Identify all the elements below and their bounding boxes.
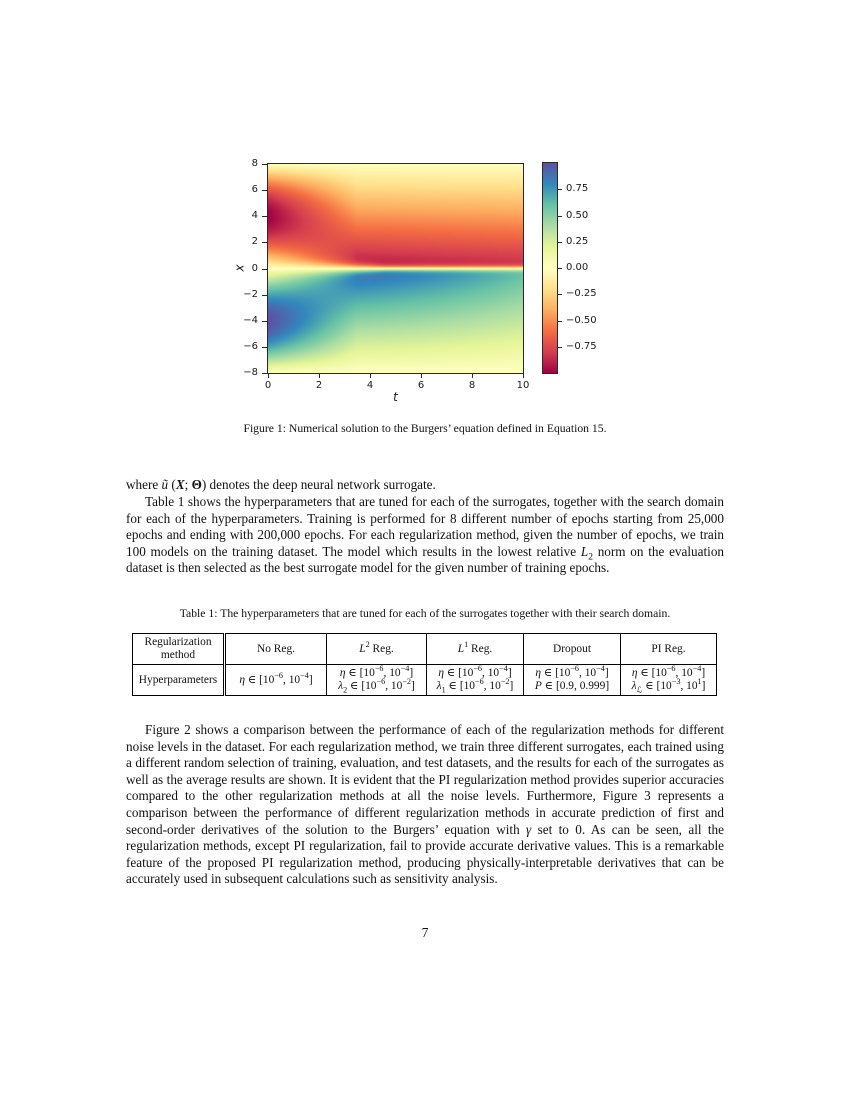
colorbar-tick-mark — [558, 321, 562, 322]
text-run: , 10 — [579, 667, 597, 679]
y-axis-label: x — [232, 264, 247, 272]
text-run: ] — [509, 680, 514, 692]
text-run: , 10 — [283, 673, 301, 686]
x-tick-label: 8 — [468, 380, 476, 391]
text-line — [330, 639, 423, 656]
x-tick-mark — [472, 374, 473, 378]
text-run: −6 — [374, 664, 384, 674]
text-line — [330, 677, 423, 695]
y-tick-label: 0 — [251, 262, 258, 274]
text-run: ũ — [161, 477, 169, 492]
text-line — [430, 639, 520, 656]
colorbar-tick-label: 0.00 — [566, 262, 589, 273]
colorbar-tick-mark — [558, 347, 562, 348]
table-header-regularization-method — [133, 634, 225, 665]
text-run: ∈ [0.9, 0.999] — [541, 680, 610, 692]
text-run: −2 — [402, 677, 412, 687]
x-tick-label: 2 — [315, 380, 323, 391]
text-run: 1 — [441, 685, 446, 695]
text-run: Dropout — [553, 642, 591, 655]
text-run: η — [535, 667, 541, 679]
table-cell-pi-reg — [621, 665, 717, 696]
table-header-dropout — [524, 634, 621, 665]
y-tick-mark — [262, 216, 267, 217]
y-tick-label: 4 — [251, 210, 258, 222]
text-run: ℒ — [636, 685, 643, 695]
text-line — [229, 643, 323, 656]
colorbar-tick-label: 0.50 — [566, 209, 589, 221]
table-cell-l2-reg — [327, 665, 427, 696]
text-run: −6 — [475, 677, 484, 687]
page-number: 7 — [421, 925, 429, 940]
text-run: norm on the evaluation dataset is then selected as the best surrogate model for the given number of training epochs. — [126, 543, 725, 576]
text-run: ∈ [10 — [637, 667, 667, 679]
text-run: 1 — [697, 677, 702, 687]
table-cell-l1-reg — [427, 665, 524, 696]
y-tick-label: −4 — [243, 314, 258, 326]
text-line — [527, 664, 617, 680]
text-run: 2 — [343, 685, 348, 695]
x-tick-label: 10 — [516, 380, 530, 391]
table-header-row — [133, 634, 717, 665]
text-run: , 10 — [482, 667, 500, 679]
x-tick-label: 0 — [264, 380, 272, 391]
text-run: η — [631, 667, 638, 679]
text-run: −6 — [666, 664, 676, 674]
text-run: −3 — [671, 677, 681, 687]
text-run: X — [175, 477, 185, 492]
y-tick-label: −2 — [243, 288, 258, 300]
x-tick-label: 6 — [417, 380, 425, 391]
text-run: P — [534, 680, 542, 692]
text-run: L — [457, 642, 465, 655]
text-run: −4 — [400, 664, 410, 674]
text-run: , 10 — [483, 680, 501, 692]
text-run: Reg. — [369, 642, 394, 655]
paragraph-table-intro — [126, 494, 724, 577]
table-header-l1-reg — [427, 634, 524, 665]
figure-caption: Figure 1: Numerical solution to the Burgers’ equation defined in Equation 15. — [243, 422, 607, 435]
text-run: method — [160, 649, 196, 661]
colorbar-tick-label: −0.50 — [566, 314, 597, 326]
text-line — [430, 677, 520, 695]
text-run: ∈ [10 — [642, 680, 672, 692]
text-line — [624, 643, 713, 656]
y-tick-mark — [262, 269, 267, 270]
text-run: , 10 — [680, 680, 698, 692]
text-run: Hyperparameters — [138, 673, 218, 686]
text-run: ] — [701, 680, 706, 692]
text-run: 2 — [365, 639, 370, 649]
text-run: L — [359, 642, 366, 655]
y-tick-label: −8 — [243, 367, 258, 378]
text-run: ] — [411, 680, 415, 692]
text-run: , 10 — [385, 680, 403, 692]
y-tick-mark — [262, 242, 267, 243]
y-tick-mark — [262, 347, 267, 348]
text-run: Table 1 shows the hyperparameters that are tuned for each of the surrogates, together with the search domain for each of the hyperparameters. Training is performed for 8 different number of epochs starting from 25,000 epochs and ending with 200,000 epochs. For each regularization method, given the number of epochs, we train 100 models on the training dataset. The model which results in the lowest relative — [126, 494, 724, 559]
table-header-no-reg — [225, 634, 327, 665]
y-tick-label: 2 — [251, 236, 258, 248]
text-run: −6 — [274, 670, 284, 680]
text-run: ; — [184, 477, 192, 492]
text-line — [527, 680, 617, 693]
text-run: ∈ [10 — [345, 667, 375, 679]
text-line — [136, 636, 220, 649]
text-run: −4 — [692, 664, 702, 674]
x-tick-mark — [523, 374, 524, 378]
x-tick-mark — [268, 374, 269, 378]
colorbar-tick-mark — [558, 189, 562, 190]
text-run: ∈ [10 — [541, 667, 571, 679]
x-tick-label: 4 — [366, 380, 374, 391]
text-run: −6 — [570, 664, 580, 674]
text-line — [229, 670, 323, 687]
text-run: , 10 — [675, 667, 693, 679]
y-tick-mark — [262, 321, 267, 322]
table-header-l2-reg — [327, 634, 427, 665]
text-run: Regularization — [144, 636, 212, 648]
colorbar-tick-label: −0.25 — [566, 288, 597, 300]
colorbar-tick-label: −0.75 — [566, 340, 597, 352]
y-tick-mark — [262, 190, 267, 191]
y-tick-label: 8 — [251, 158, 258, 169]
x-tick-mark — [370, 374, 371, 378]
text-run: ∈ [10 — [347, 680, 377, 692]
y-tick-mark — [262, 295, 267, 296]
table-1 — [132, 633, 717, 696]
table-caption: Table 1: The hyperparameters that are tuned for each of the surrogates together with their search domain. — [179, 607, 671, 620]
table-header-pi-reg — [621, 634, 717, 665]
text-run: where — [126, 477, 162, 492]
text-run: ] — [604, 667, 609, 679]
paragraph-where-surrogate — [126, 477, 724, 494]
text-run: γ — [526, 821, 532, 837]
text-run: η — [438, 667, 444, 679]
text-run: η — [239, 673, 245, 686]
x-tick-mark — [319, 374, 320, 378]
colorbar-tick-mark — [558, 242, 562, 243]
text-line — [624, 677, 713, 695]
text-run: , 10 — [383, 667, 401, 679]
text-run: ∈ [10 — [444, 667, 474, 679]
text-run: ] — [507, 667, 512, 679]
x-axis-label: t — [393, 390, 398, 404]
heatmap-canvas — [267, 163, 524, 374]
text-run: ] — [701, 667, 706, 679]
y-tick-label: 6 — [251, 184, 258, 196]
text-run: ] — [308, 673, 313, 686]
text-run: −4 — [300, 670, 309, 680]
text-run: ∈ [10 — [445, 680, 475, 692]
text-line — [527, 643, 617, 656]
colorbar-tick-label: 0.25 — [566, 235, 589, 247]
text-run: λ — [436, 680, 442, 692]
text-run: −2 — [500, 677, 510, 687]
text-run: −4 — [596, 664, 605, 674]
text-run: L — [580, 543, 589, 559]
colorbar — [542, 162, 558, 374]
text-run: ( — [168, 477, 176, 492]
y-tick-mark — [262, 164, 267, 165]
text-run: Figure 2 shows a comparison between the performance of each of the regularization methods for different noise levels in the dataset. For each regularization method, we train three different surrogates, each trained using a different random selection of training, evaluation, and test datasets, and the results for each of the surrogates as well as the average results are shown. It is evident that the PI regularization method provides superior accuracies compared to the other regularization methods at all the noise levels. Furthermore, Figure 3 represents a comparison between the performance of different regularization methods in accurate prediction of first and second-order derivatives of the solution to the Burgers’ equation with — [126, 722, 724, 837]
text-line — [136, 649, 220, 662]
text-run: ] — [409, 667, 414, 679]
text-run: η — [339, 667, 346, 679]
table-row-hyperparameters — [133, 665, 717, 696]
colorbar-tick-mark — [558, 216, 562, 217]
text-run: No Reg. — [257, 642, 295, 655]
text-run: λ — [338, 680, 344, 692]
x-tick-mark — [421, 374, 422, 378]
text-run: −6 — [376, 677, 386, 687]
colorbar-tick-label: 0.75 — [566, 183, 589, 195]
colorbar-tick-mark — [558, 294, 562, 295]
text-run: Reg. — [468, 642, 493, 655]
paragraph-results — [126, 722, 724, 888]
text-run: −6 — [473, 664, 483, 674]
text-run: −4 — [499, 664, 508, 674]
table-cell-dropout — [524, 665, 621, 696]
colorbar-tick-mark — [558, 268, 562, 269]
table-cell-no-reg — [225, 665, 327, 696]
text-line — [136, 674, 220, 687]
text-run: Θ — [191, 477, 202, 492]
text-run: PI Reg. — [651, 642, 686, 655]
table-cell-row-label — [133, 665, 225, 696]
y-tick-mark — [262, 373, 267, 374]
text-run: set to 0. As can be seen, all the regularization methods, except PI regularization, fail to provide accurate derivative values. This is a remarkable feature of the proposed PI regularization method, producing physically-interpretable derivatives that can be accurately used in subsequent calculations such as sensitivity analysis. — [126, 821, 724, 887]
text-run: λ — [631, 680, 637, 692]
text-run: 1 — [464, 639, 469, 649]
text-run: ∈ [10 — [245, 673, 275, 686]
text-run: ) denotes the deep neural network surrogate. — [201, 477, 436, 492]
y-tick-label: −6 — [243, 340, 258, 352]
text-run: 2 — [588, 552, 593, 563]
